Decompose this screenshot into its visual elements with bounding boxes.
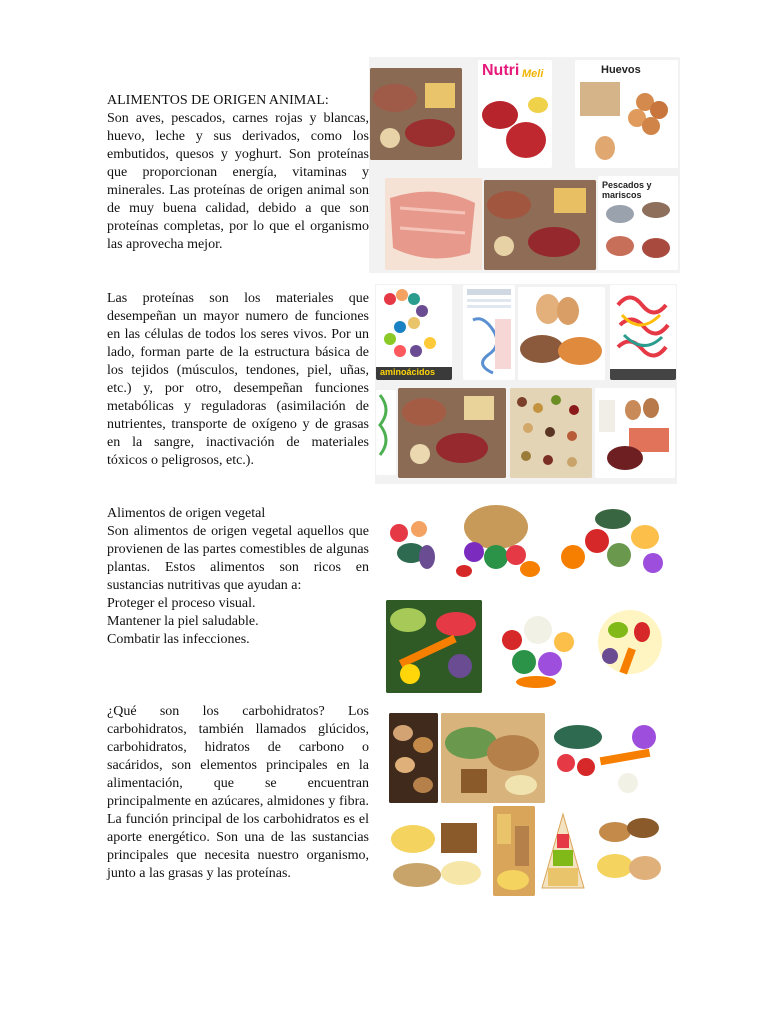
vegetables-closeup-image	[386, 600, 482, 693]
protein-chart-image	[463, 285, 515, 380]
animal-foods-text: Son aves, pescados, carnes rojas y blancas, huevo, leche y sus derivados, como los embutidos, quesos y yoghurt. Son proteínas que proporcionan energía, vitaminas y minerales. Las proteínas de origen animal son de muy buena calidad, debido a que son proteínas completas, por lo que el organismo las aprovecha mejor.	[107, 111, 369, 252]
eggs-label: Huevos	[601, 64, 641, 76]
list-item: Proteger el proceso visual.	[107, 596, 256, 611]
vegetable-foods-paragraph	[107, 505, 369, 649]
meat-cheese-image	[370, 68, 462, 160]
animal-protein-platter-image	[398, 388, 506, 478]
nutri-logo-text: Nutri	[482, 62, 520, 79]
eggs-nuts-lentils-image	[518, 287, 605, 380]
section-heading-vegetal: Alimentos de origen vegetal	[107, 506, 266, 521]
pasta-bread-image	[387, 809, 488, 894]
seafood-image	[598, 176, 678, 270]
food-pyramid-image	[538, 806, 588, 896]
fruits-vegetables-image	[553, 497, 673, 589]
vegetables-spread-image	[548, 713, 666, 803]
breads-pasta-image	[593, 806, 665, 896]
seafood-label: Pescados y mariscos	[602, 180, 652, 200]
protein-structure-image	[610, 285, 676, 380]
bread-grains-image	[441, 713, 545, 803]
cornucopia-vegetables-image	[444, 497, 547, 589]
breads-closeup-image	[389, 713, 438, 803]
animal-foods-paragraph	[107, 92, 369, 254]
carbohydrates-paragraph	[107, 703, 369, 883]
vegetables-basket-image	[385, 505, 440, 578]
amino-acids-chain-image	[376, 285, 452, 380]
grains-column-image	[493, 806, 535, 896]
list-item: Combatir las infecciones.	[107, 632, 250, 647]
vegetables-illustration-image	[588, 600, 673, 693]
salmon-fillet-image	[385, 178, 482, 270]
section-heading-animal: ALIMENTOS DE ORIGEN ANIMAL:	[107, 93, 329, 108]
proteins-paragraph	[107, 290, 369, 470]
nutrimeli-meat-image	[478, 60, 552, 168]
vegetable-assortment-image	[488, 600, 582, 693]
meat-cheese-platter-image	[484, 180, 596, 270]
proteins-text: Las proteínas son los materiales que desempeñan un mayor numero de funciones en las células de todos los seres vivos. Por un lado, forman parte de la estructura básica de los tejidos (músculos, tendones, piel, uñas, etc.) y, por otro, desempeñan funciones metabólicas y reguladoras (asimilación de nutrientes, transporte de oxígeno y de grasas en la sangre, inactivación de materiales tóxicos o peligrosos, etc.).	[107, 291, 369, 468]
carbohydrates-text: ¿Qué son los carbohidratos? Los carbohidratos, también llamados glúcidos, carbohidratos, hidratos de carbono o sacáridos, son elementos principales en la alimentación, que se encuentran principalmente en azúcares, almidones y fibra. La función principal de los carbohidratos es el aporte energético. Son una de las sustancias principales que necesita nuestro organismo, junto a las grasas y las proteínas.	[107, 704, 369, 881]
legumes-image	[510, 388, 592, 478]
amino-acids-label: aminoácidos	[376, 367, 452, 380]
dna-image	[376, 390, 396, 475]
vegetable-foods-text: Son alimentos de origen vegetal aquellos que provienen de las partes comestibles de algunas plantas. Estos alimentos son ricos en sustancias nutritivas que ayudan a:	[107, 524, 369, 593]
list-item: Mantener la piel saludable.	[107, 614, 259, 629]
salmon-eggs-milk-image	[595, 388, 675, 478]
meli-logo-text: Meli	[522, 68, 544, 80]
eggs-image	[575, 60, 678, 168]
